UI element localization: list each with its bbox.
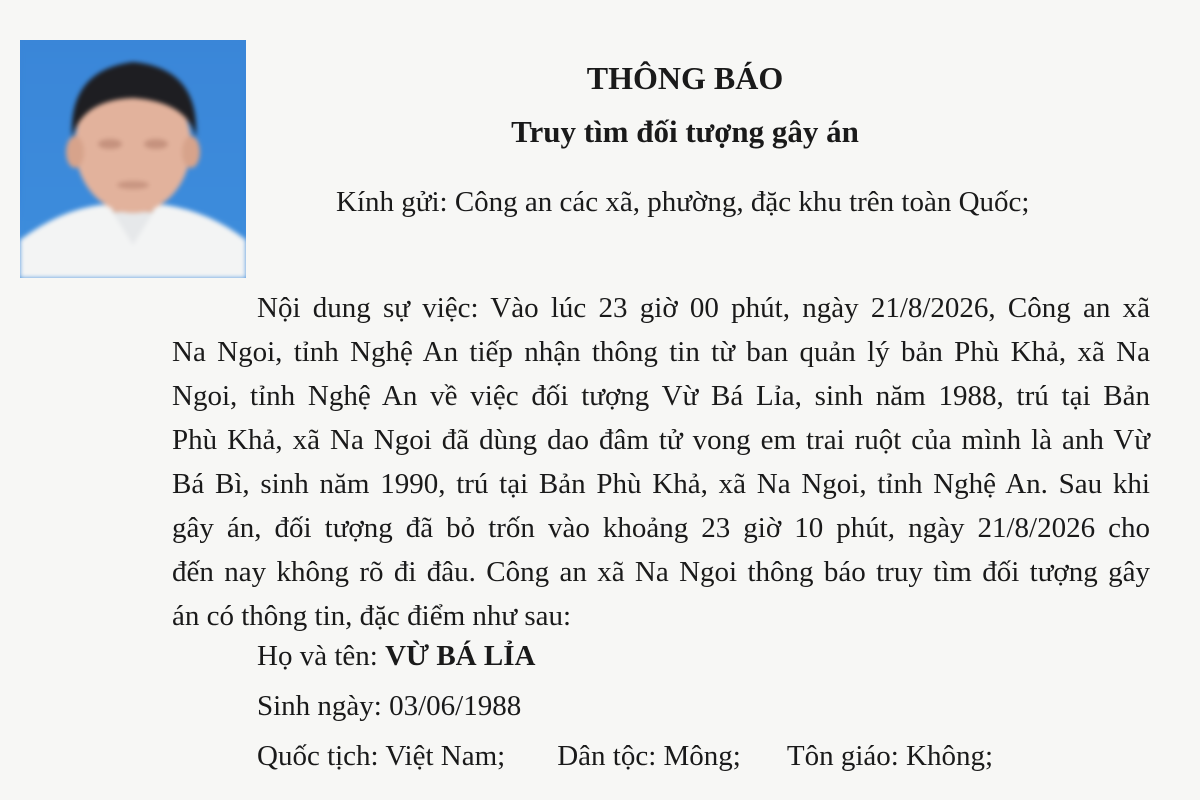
document-subtitle: Truy tìm đối tượng gây án (511, 114, 859, 149)
body-line: Nội dung sự việc: Vào lúc 23 giờ 00 phút, ngày 21/8/2026, Công an xã (257, 292, 1150, 324)
name-label: Họ và tên: (257, 640, 386, 672)
body-line: Na Ngoi, tỉnh Nghệ An tiếp nhận thông tin từ ban quản lý bản Phù Khả, xã Na (172, 336, 1150, 368)
body-line: Bá Bì, sinh năm 1990, trú tại Bản Phù Khả, xã Na Ngoi, tỉnh Nghệ An. Sau khi (172, 468, 1150, 500)
cut-off-header (0, 0, 1200, 10)
body-line: đến nay không rõ đi đâu. Công an xã Na Ngoi thông báo truy tìm đối tượng gây (172, 556, 1150, 588)
nationality-field: Quốc tịch: Việt Nam; (257, 740, 506, 772)
suspect-photo (20, 40, 246, 278)
document-title: THÔNG BÁO (586, 60, 784, 96)
dob-field: Sinh ngày: 03/06/1988 (257, 690, 522, 722)
ethnicity-field: Dân tộc: Mông; (557, 740, 741, 772)
nationality-row (257, 740, 993, 773)
body-line: án có thông tin, đặc điểm như sau: (172, 600, 572, 632)
portrait-image (20, 40, 246, 278)
body-line: Ngoi, tỉnh Nghệ An về việc đối tượng Vừ Bá Lỉa, sinh năm 1988, trú tại Bản (172, 380, 1150, 412)
name-value: VỪ BÁ LỈA (385, 640, 536, 672)
body-line: Phù Khả, xã Na Ngoi đã dùng dao đâm tử vong em trai ruột của mình là anh Vừ (172, 424, 1150, 456)
religion-field: Tôn giáo: Không; (786, 740, 994, 772)
body-line: gây án, đối tượng đã bỏ trốn vào khoảng 23 giờ 10 phút, ngày 21/8/2026 cho (172, 512, 1150, 544)
recipient-line: Kính gửi: Công an các xã, phường, đặc khu trên toàn Quốc; (336, 186, 1030, 218)
incident-description (172, 286, 1150, 638)
name-field (257, 640, 535, 673)
